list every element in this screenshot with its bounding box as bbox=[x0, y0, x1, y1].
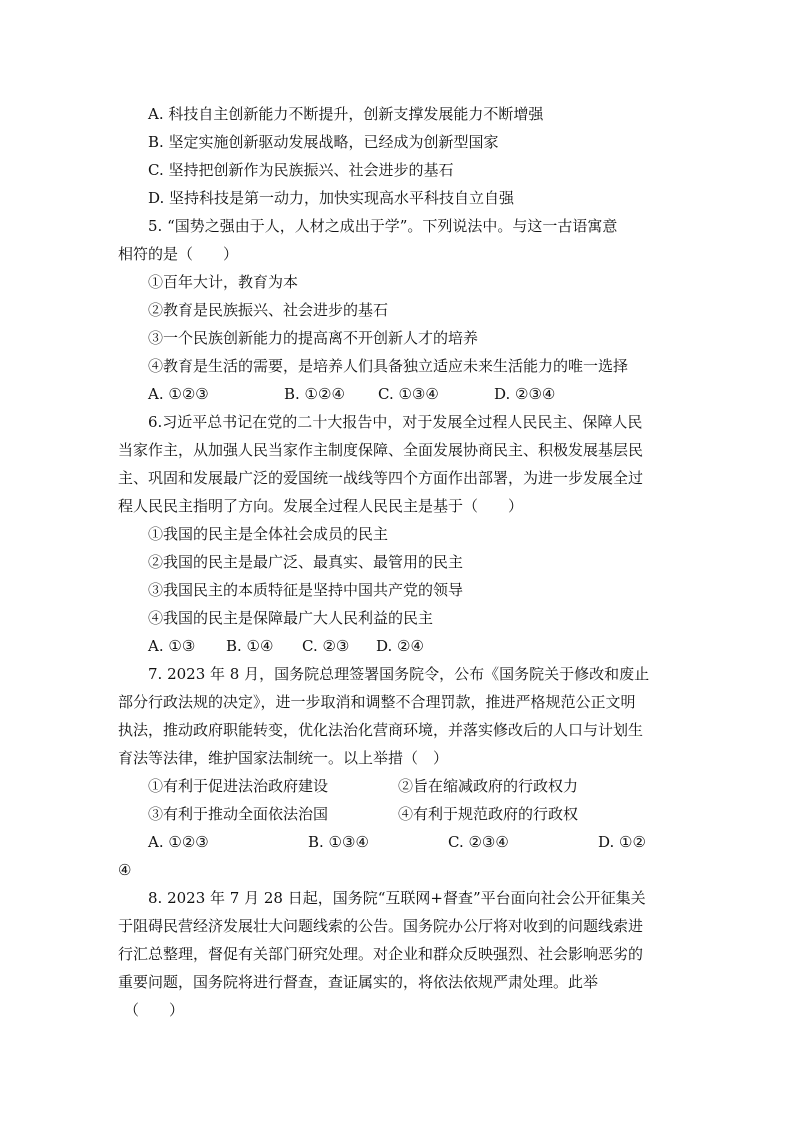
q6-stem-line: 主、巩固和发展最广泛的爱国统一战线等四个方面作出部署，为进一步发展全过 bbox=[118, 469, 644, 487]
q7-stem-line: 部分行政法规的决定》，进一步取消和调整不合理罚款，推进严格规范公正文明 bbox=[118, 693, 636, 711]
q6-answer-b: B. ①④ bbox=[226, 637, 274, 655]
q5-answer-d: D. ②③④ bbox=[494, 385, 556, 403]
q7-statement-1: ①有利于促进法治政府建设 bbox=[148, 777, 329, 795]
q6-stem-line: 程人民民主指明了方向。发展全过程人民民主是基于（ ） bbox=[118, 497, 524, 515]
q7-statement-2: ②旨在缩减政府的行政权力 bbox=[398, 777, 579, 795]
q7-stem-line: 7. 2023 年 8 月，国务院总理签署国务院令，公布《国务院关于修改和废止 bbox=[148, 665, 650, 683]
q7-stem-line: 育法等法律，维护国家法制统一。以上举措（ ） bbox=[118, 749, 449, 767]
q6-stem-line: 6.习近平总书记在党的二十大报告中，对于发展全过程人民民主、保障人民 bbox=[148, 413, 643, 431]
q4-option-a: A. 科技自主创新能力不断提升，创新支撑发展能力不断增强 bbox=[148, 105, 544, 123]
q5-stem-line: 相符的是（ ） bbox=[118, 245, 239, 263]
q8-answer-blank: （ ） bbox=[124, 1001, 185, 1019]
q5-statement-2: ②教育是民族振兴、社会进步的基石 bbox=[148, 301, 389, 319]
q7-statement-3: ③有利于推动全面依法治国 bbox=[148, 805, 329, 823]
q8-stem-line: 重要问题，国务院将进行督查，查证属实的，将依法依规严肃处理。此举 bbox=[118, 973, 599, 991]
q6-answer-a: A. ①③ bbox=[148, 637, 196, 655]
q7-answer-d-wrap: ④ bbox=[118, 861, 132, 879]
q5-answer-c: C. ①③④ bbox=[378, 385, 439, 403]
q5-stem-line: 5. “国势之强由于人，人材之成出于学”。下列说法中。与这一古语寓意 bbox=[148, 217, 618, 235]
q6-statement-3: ③我国民主的本质特征是坚持中国共产党的领导 bbox=[148, 581, 464, 599]
q6-statement-4: ④我国的民主是保障最广大人民利益的民主 bbox=[148, 609, 434, 627]
q4-option-c: C. 坚持把创新作为民族振兴、社会进步的基石 bbox=[148, 161, 454, 179]
q7-stem-line: 执法，推动政府职能转变，优化法治化营商环境，并落实修改后的人口与计划生 bbox=[118, 721, 644, 739]
q5-statement-1: ①百年大计，教育为本 bbox=[148, 273, 299, 291]
q7-answer-d: D. ①② bbox=[598, 833, 646, 851]
q8-stem-line: 8. 2023 年 7 月 28 日起，国务院“互联网+督查”平台面向社会公开征集关 bbox=[148, 889, 646, 907]
q6-statement-2: ②我国的民主是最广泛、最真实、最管用的民主 bbox=[148, 553, 464, 571]
q4-option-b: B. 坚定实施创新驱动发展战略，已经成为创新型国家 bbox=[148, 133, 499, 151]
q7-answer-c: C. ②③④ bbox=[448, 833, 509, 851]
q7-answer-b: B. ①③④ bbox=[308, 833, 369, 851]
q8-stem-line: 行汇总整理，督促有关部门研究处理。对企业和群众反映强烈、社会影响恶劣的 bbox=[118, 945, 644, 963]
q6-stem-line: 当家作主，从加强人民当家作主制度保障、全面发展协商民主、积极发展基层民 bbox=[118, 441, 644, 459]
q7-statement-4: ④有利于规范政府的行政权 bbox=[398, 805, 579, 823]
q5-answer-a: A. ①②③ bbox=[148, 385, 209, 403]
q5-statement-4: ④教育是生活的需要，是培养人们具备独立适应未来生活能力的唯一选择 bbox=[148, 357, 629, 375]
q4-option-d: D. 坚持科技是第一动力，加快实现高水平科技自立自强 bbox=[148, 189, 515, 207]
q7-answer-a: A. ①②③ bbox=[148, 833, 209, 851]
q6-answer-c: C. ②③ bbox=[302, 637, 350, 655]
q5-answer-b: B. ①②④ bbox=[284, 385, 345, 403]
q6-answer-d: D. ②④ bbox=[376, 637, 424, 655]
q8-stem-line: 于阻碍民营经济发展壮大问题线索的公告。国务院办公厅将对收到的问题线索进 bbox=[118, 917, 644, 935]
q5-statement-3: ③一个民族创新能力的提高离不开创新人才的培养 bbox=[148, 329, 479, 347]
q6-statement-1: ①我国的民主是全体社会成员的民主 bbox=[148, 525, 389, 543]
